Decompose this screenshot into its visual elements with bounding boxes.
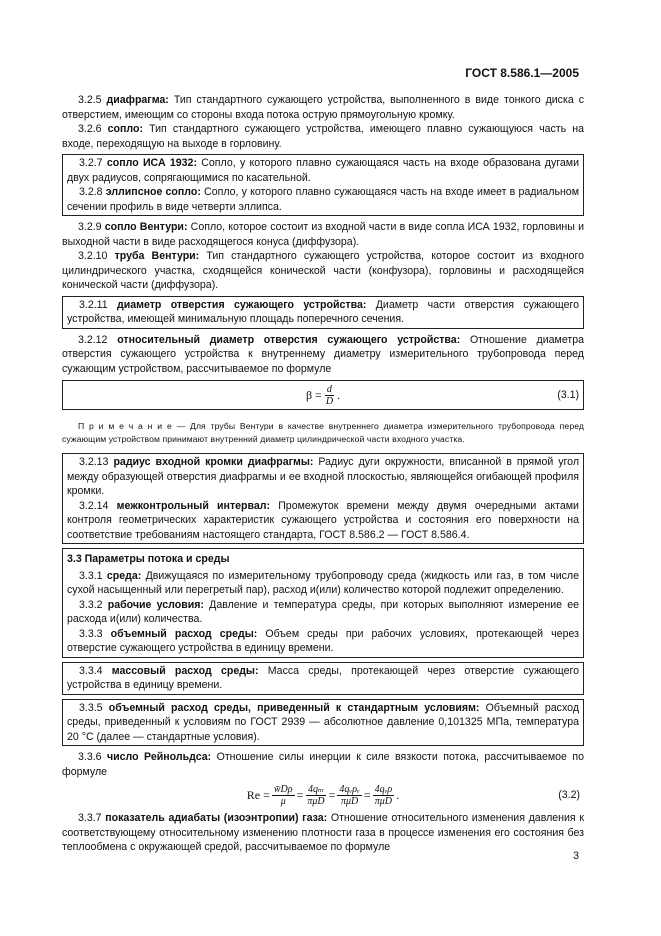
boxed-clause-3-3-4 (62, 662, 584, 695)
fraction-4: $\frac{\text{4qᵥρ}}{\text{πμD}}$ (374, 783, 393, 807)
clause-3-2-12: 3.2.12 относительный диаметр отверстия сужающего устройства: Отношение диаметра отверстия сужающего устройства к внутреннему диаметру измерительного трубопровода перед сужающим устройством, рассчитываемое по формуле (62, 333, 584, 375)
boxed-clauses-3-2-7-3-2-8 (62, 154, 584, 216)
clause-3-2-14: 3.2.14 межконтрольный интервал: Промежуток времени между двумя очередными актами контроля геометрических характеристик сужающего устройства и состояния его поверхности на соответствие требованиям настоящего стандарта, ГОСТ 8.586.2 — ГОСТ 8.586.4. (67, 499, 579, 541)
fraction-2: $\frac{\text{4qₘ}}{\text{πμD}}$ (307, 783, 325, 807)
page-number: 3 (573, 850, 579, 862)
clause-3-2-8: 3.2.8 эллипсное сопло: Сопло, у которого плавно сужающаяся часть на входе имеет в радиальном сечении профиль в виде четверти эллипса. (67, 186, 579, 213)
clause-3-2-5: 3.2.5 диафрагма: Тип стандартного сужающего устройства, выполненного в виде тонкого диска с отверстием, имеющим со стороны входа потока острую прямоугольную кромку. (62, 94, 584, 121)
boxed-clauses-3-2-13-3-2-14 (62, 453, 584, 544)
clause-3-3-7: 3.3.7 показатель адиабаты (изоэнтропии) газа: Отношение относительного изменения давления к соответствующему относительному изменению плотности газа в процессе изменения его состояния без теплообмена с окружающей средой, рассчитываемое по формуле (62, 812, 584, 853)
note: П р и м е ч а н и е — Для трубы Вентури в качестве внутреннего диаметра измерительного трубопровода перед сужающим устройством принимают внутренний диаметр цилиндрической части входного участка. (62, 421, 584, 444)
section-heading: 3.3 Параметры потока и среды (67, 553, 230, 565)
formula-3-2-expression: Re = $\frac{w̄D\rho}{\mu}$ = $\frac{\text{4qₘ}}{\text{πμD}}$ = $\frac{\text{4qᵥρᵥ}}{\text{πμD}}$ = $\frac{\text{4qᵥρ}}{\text{πμD}}$ . (246, 783, 400, 807)
clause-3-2-6: 3.2.6 сопло: Тип стандартного сужающего устройства, имеющего плавно сужающуюся часть на входе, переходящую на выходе в горловину. (62, 123, 584, 150)
clause-3-3-2: 3.3.2 рабочие условия: Давление и температура среды, при которых выполняют измерение ее расхода и(или) количества. (67, 598, 579, 625)
clause-3-3-3: 3.3.3 объемный расход среды: Объем среды при рабочих условиях, протекающей через отверстие сужающего устройства в единицу времени. (67, 627, 579, 654)
clause-3-2-10: 3.2.10 труба Вентури: Тип стандартного сужающего устройства, которое состоит из входного цилиндрического участка, сходящейся конической части (конфузора), горловины и расходящейся конической части (диффузора). (62, 250, 584, 291)
fraction-1: $\frac{w̄D\rho}{\mu}$ (273, 783, 293, 807)
boxed-clause-3-2-11 (62, 296, 584, 329)
formula-3-2 (62, 783, 584, 807)
clause-3-2-7: 3.2.7 сопло ИСА 1932: Сопло, у которого плавно сужающаяся часть на входе образована дугами двух радиусов, сопрягающимися по касательной. (67, 157, 579, 184)
boxed-section-3-3 (62, 548, 584, 658)
fraction-3: $\frac{\text{4qᵥρᵥ}}{\text{πμD}}$ (339, 783, 360, 807)
formula-3-1 (62, 380, 584, 410)
boxed-clause-3-3-5 (62, 699, 584, 747)
clause-3-3-4: 3.3.4 массовый расход среды: Масса среды, протекающей через отверстие сужающего устройства в единицу времени. (67, 664, 580, 691)
clause-3-2-13: 3.2.13 радиус входной кромки диафрагмы: Радиус дуги окружности, вписанной в прямой угол между образующей отверстия диафрагмы и ее входной плоскостью, являющейся огибающей профиля кромки. (67, 456, 579, 497)
formula-number: (3.2) (558, 788, 580, 801)
formula-number: (3.1) (557, 388, 579, 401)
clause-3-2-9: 3.2.9 сопло Вентури: Сопло, которое состоит из входной части в виде сопла ИСА 1932, горловины и выходной части в виде расходящегося конуса (диффузора). (62, 221, 584, 248)
clause-3-3-6: 3.3.6 число Рейнольдса: Отношение силы инерции к силе вязкости потока, рассчитываемое по формуле (62, 751, 584, 778)
document-body (62, 93, 584, 855)
document-header: ГОСТ 8.586.1—2005 (465, 66, 579, 80)
clause-3-3-1: 3.3.1 среда: Движущаяся по измерительному трубопроводу среда (жидкость или газ, в том числе сухой насыщенный или перегретый пар), расход и(или) количество которой подлежит определению. (67, 569, 579, 596)
fraction-d-over-D: $\frac{d}{D}$ (325, 383, 334, 407)
clause-3-2-11: 3.2.11 диаметр отверстия сужающего устройства: Диаметр части отверстия сужающего устройства, имеющей минимальную площадь поперечного сечения. (67, 298, 579, 325)
clause-3-3-5: 3.3.5 объемный расход среды, приведенный к стандартным условиям: Объемный расход среды, приведенный к условиям по ГОСТ 2939 — абсолютное давление 0,101325 МПа, температура 20 °С (далее — стандартные условия). (67, 701, 579, 743)
formula-3-1-expression: β = $\frac{d}{D}$ . (305, 383, 341, 407)
